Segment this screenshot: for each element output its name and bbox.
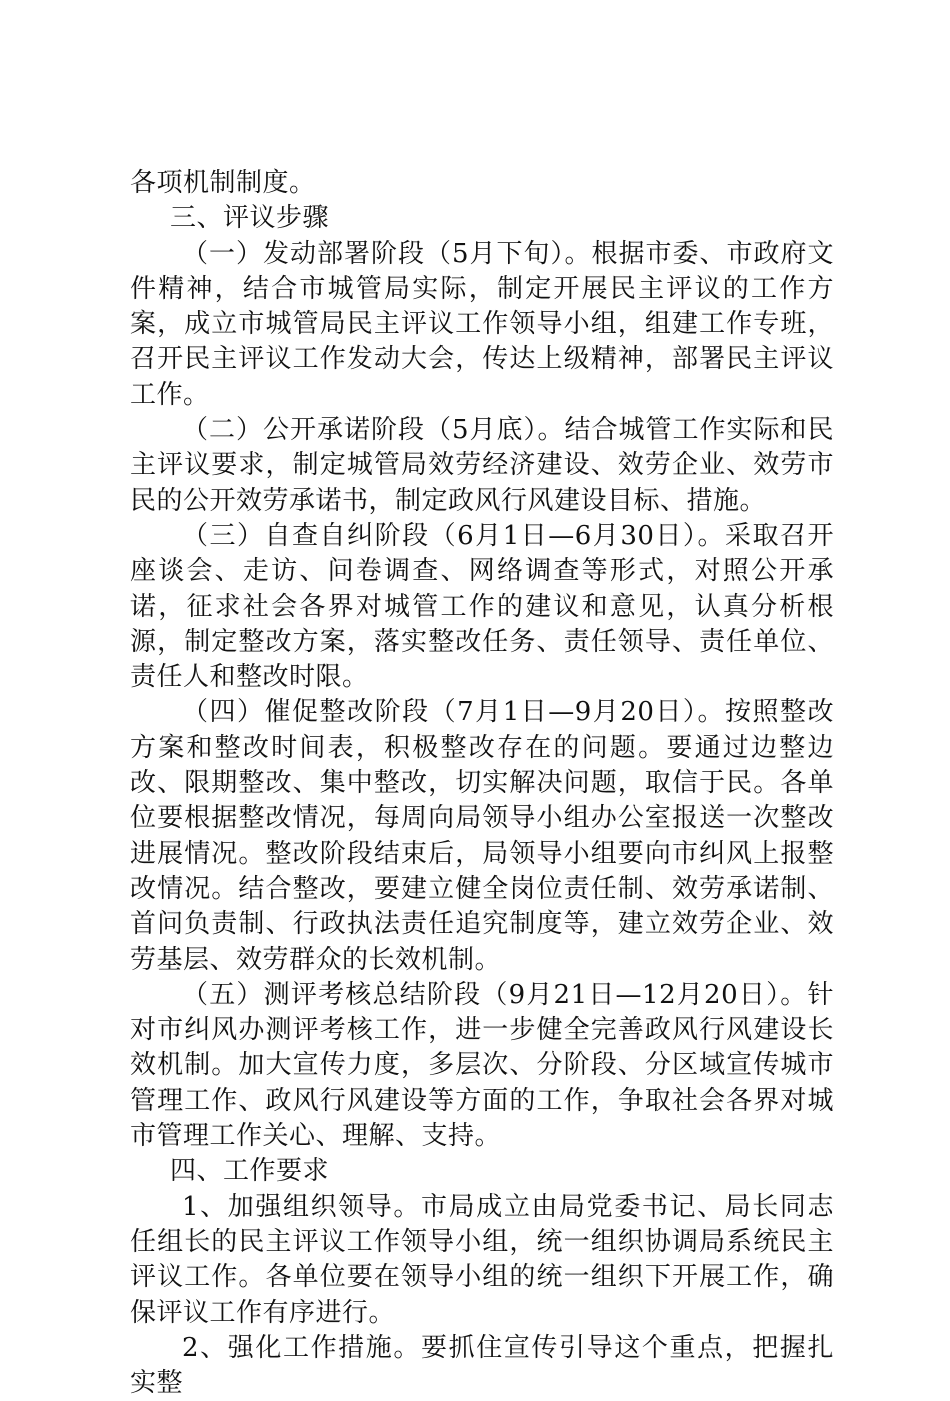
paragraph-stage-4: （四）催促整改阶段（7月1日—9月20日）。按照整改方案和整改时间表，积极整改存在的问题。要通过边整边改、限期整改、集中整改，切实解决问题，取信于民。各单位要根据整改情况，每周向局领导小组办公室报送一次整改进展情况。整改阶段结束后，局领导小组要向市纠风上报整改情况。结合整改，要建立健全岗位责任制、效劳承诺制、首问负责制、行政执法责任追究制度等，建立效劳企业、效劳基层、效劳群众的长效机制。 [130,697,834,975]
paragraph-stage-2: （二）公开承诺阶段（5月底）。结合城管工作实际和民主评议要求，制定城管局效劳经济建设、效劳企业、效劳市民的公开效劳承诺书，制定政风行风建设目标、措施。 [130,415,834,516]
paragraph-stage-5: （五）测评考核总结阶段（9月21日—12月20日）。针对市纠风办测评考核工作，进一步健全完善政风行风建设长效机制。加大宣传力度，多层次、分阶段、分区域宣传城市管理工作、政风行风建设等方面的工作，争取社会各界对城市管理工作关心、理解、支持。 [130,979,834,1152]
paragraph-continuation: 各项机制制度。 [130,168,316,198]
paragraph-requirement-2: 2、强化工作措施。要抓住宣传引导这个重点，把握扎实整 [130,1332,834,1399]
paragraph-stage-3: （三）自查自纠阶段（6月1日—6月30日）。采取召开座谈会、走访、问卷调查、网络调查等形式，对照公开承诺，征求社会各界对城管工作的建议和意见，认真分析根源，制定整改方案，落实整改任务、责任领导、责任单位、责任人和整改时限。 [130,520,834,693]
paragraph-stage-1: （一）发动部署阶段（5月下旬）。根据市委、市政府文件精神，结合市城管局实际，制定开展民主评议的工作方案，成立市城管局民主评议工作领导小组，组建工作专班，召开民主评议工作发动大会，传达上级精神，部署民主评议工作。 [130,238,834,410]
document-body [130,166,834,1401]
section-heading-requirements: 四、工作要求 [170,1156,330,1187]
paragraph-requirement-1: 1、加强组织领导。市局成立由局党委书记、局长同志任组长的民主评议工作领导小组，统一组织协调局系统民主评议工作。各单位要在领导小组的统一组织下开展工作，确保评议工作有序进行。 [130,1191,834,1328]
section-heading-steps: 三、评议步骤 [170,203,330,234]
